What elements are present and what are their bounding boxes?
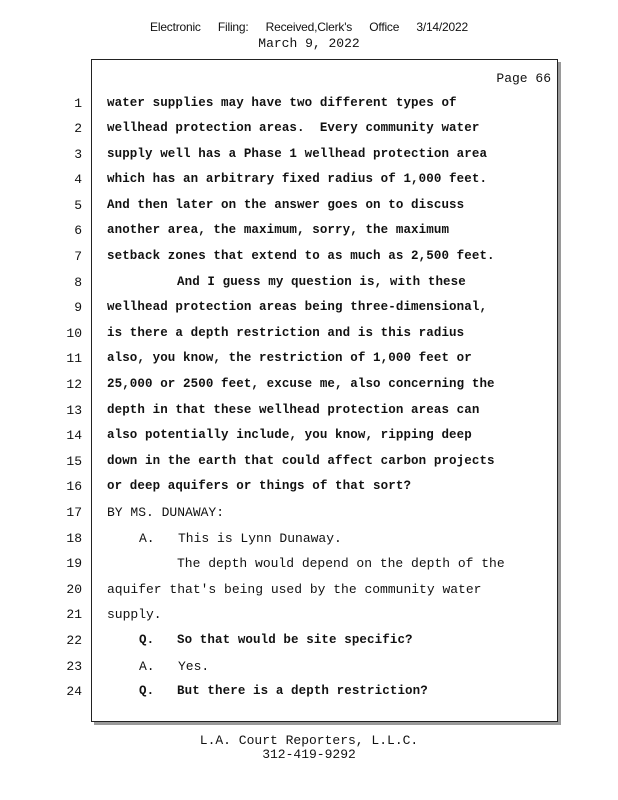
transcript-line: supply. (107, 607, 162, 622)
line-number: 11 (66, 351, 82, 366)
filing-stamp (0, 20, 618, 34)
transcript-line: Q. But there is a depth restriction? (139, 684, 428, 698)
line-number: 22 (66, 633, 82, 648)
transcript-line: 25,000 or 2500 feet, excuse me, also concerning the (107, 377, 495, 391)
transcript-line: water supplies may have two different types of (107, 96, 457, 110)
transcript-line: setback zones that extend to as much as 2,500 feet. (107, 249, 495, 263)
transcript-line: Q. So that would be site specific? (139, 633, 413, 647)
transcript-line: And I guess my question is, with these (177, 275, 466, 289)
transcript-line: depth in that these wellhead protection areas can (107, 403, 480, 417)
transcript-line: A. Yes. (139, 659, 210, 674)
filing-type: Filing: (217, 20, 249, 34)
line-number: 15 (66, 454, 82, 469)
filing-office: Office (369, 20, 400, 34)
transcript-line: BY MS. DUNAWAY: (107, 505, 225, 520)
transcript-line: supply well has a Phase 1 wellhead protection area (107, 147, 488, 161)
transcript-line: is there a depth restriction and is this radius (107, 326, 465, 340)
transcript-line: or deep aquifers or things of that sort? (107, 479, 412, 493)
filing-status: Received,Clerk's (265, 20, 353, 34)
transcript-line: aquifer that's being used by the community water (107, 582, 482, 597)
line-number: 20 (66, 582, 82, 597)
page-number: Page 66 (496, 71, 551, 86)
transcript-line: another area, the maximum, sorry, the maximum (107, 223, 450, 237)
transcript-line: wellhead protection areas. Every community water (107, 121, 480, 135)
line-number: 21 (66, 607, 82, 622)
filing-date-received: 3/14/2022 (416, 20, 468, 34)
line-number: 16 (66, 479, 82, 494)
line-number: 24 (66, 684, 82, 699)
line-number: 19 (66, 556, 82, 571)
line-number: 9 (74, 300, 82, 315)
filing-label: Electronic (150, 20, 201, 34)
transcript-line: And then later on the answer goes on to discuss (107, 198, 465, 212)
line-number: 2 (74, 121, 82, 136)
line-number: 6 (74, 223, 82, 238)
line-number: 12 (66, 377, 82, 392)
transcript-line: The depth would depend on the depth of the (177, 556, 505, 571)
line-number: 1 (74, 96, 82, 111)
line-number: 5 (74, 198, 82, 213)
reporter-company: L.A. Court Reporters, L.L.C. (199, 733, 419, 748)
transcript-line: also potentially include, you know, ripping deep (107, 428, 472, 442)
line-number: 18 (66, 531, 82, 546)
line-number: 10 (66, 326, 82, 341)
line-number: 3 (74, 147, 82, 162)
line-number: 8 (74, 275, 82, 290)
transcript-line: which has an arbitrary fixed radius of 1,000 feet. (107, 172, 488, 186)
line-number: 4 (74, 172, 82, 187)
transcript-line: down in the earth that could affect carbon projects (107, 454, 495, 468)
transcript-line: also, you know, the restriction of 1,000 feet or (107, 351, 472, 365)
transcript-date: March 9, 2022 (258, 36, 360, 51)
line-number: 13 (66, 403, 82, 418)
line-number: 17 (66, 505, 82, 520)
line-number: 23 (66, 659, 82, 674)
transcript-line: wellhead protection areas being three-dimensional, (107, 300, 488, 314)
line-number: 7 (74, 249, 82, 264)
line-number: 14 (66, 428, 82, 443)
reporter-phone: 312-419-9292 (262, 747, 356, 762)
transcript-line: A. This is Lynn Dunaway. (139, 531, 342, 546)
